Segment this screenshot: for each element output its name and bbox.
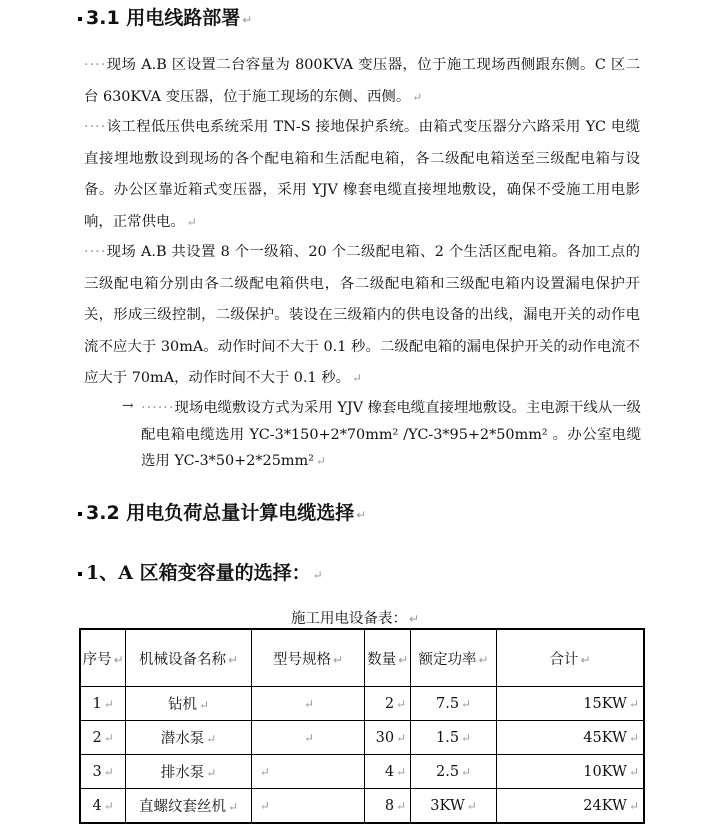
- heading-text: 1、A 区箱变容量的选择：: [86, 562, 311, 584]
- cell-quantity: 8 ↵: [365, 789, 411, 824]
- paragraph-2: [84, 112, 640, 238]
- table-row: [80, 687, 644, 721]
- indent-marks: ····: [84, 244, 107, 260]
- cell-quantity: 30 ↵: [365, 721, 411, 755]
- header-equipment-name: 机械设备名称 ↵: [126, 629, 251, 687]
- indent-marks: ····: [84, 57, 107, 73]
- heading-text: 3.1 用电线路部署: [86, 7, 241, 29]
- bullet-dot: [78, 17, 82, 21]
- cell-total: 45KW ↵: [496, 721, 644, 755]
- paragraph-mark-icon: ↵: [356, 508, 367, 522]
- paragraph-text: 现场 A.B 共设置 8 个一级箱、20 个二级配电箱、2 个生活区配电箱。各加工点的三级配电箱分别由各二级配电箱供电，各二级配电箱和三级配电箱内设置漏电保护开关，形成三级控制，二级保护。装设在三级箱内的供电设备的出线，漏电开关的动作电流不应大于 30mA。动作时间不大于 0.1 秒。二级配电箱的漏电保护开关的动作电流不应大于 70mA，动作时间不大于 0.1 秒。: [84, 244, 640, 386]
- section-heading-3-2: [78, 498, 366, 525]
- cell-total: 10KW ↵: [496, 755, 644, 789]
- cell-seq: 2 ↵: [80, 721, 126, 755]
- arrow-bullet-icon: →: [122, 398, 134, 414]
- section-heading-3-1: [78, 3, 252, 30]
- paragraph-mark-icon: ↵: [312, 568, 323, 582]
- cell-name: 潜水泵 ↵: [126, 721, 251, 755]
- paragraph-mark-icon: ↵: [242, 13, 253, 27]
- cell-model: ↵: [251, 755, 364, 789]
- bullet-paragraph: [141, 395, 641, 475]
- cell-total: 24KW ↵: [496, 789, 644, 824]
- paragraph-mark-icon: ↵: [315, 454, 326, 468]
- paragraph-text: 现场电缆敷设方式为采用 YJV 橡套电缆直接埋地敷设。主电源干线从一级配电箱电缆选用 YC-3*150+2*70mm² /YC-3*95+2*50mm² 。办公室电缆选用 YC-3*50+2*25mm²: [141, 400, 641, 469]
- bullet-dot: [78, 512, 82, 516]
- cell-total: 15KW ↵: [496, 687, 644, 721]
- subsection-heading-a-zone: [78, 558, 323, 585]
- header-total: 合计 ↵: [496, 629, 644, 687]
- header-seq: 序号 ↵: [80, 629, 126, 687]
- indent-marks: ····: [84, 119, 107, 135]
- header-rated-power: 额定功率 ↵: [411, 629, 497, 687]
- paragraph-mark-icon: ↵: [352, 371, 363, 385]
- table-row: [80, 789, 644, 824]
- equipment-table: [79, 628, 645, 824]
- table-header-row: [80, 629, 644, 687]
- paragraph-text: 该工程低压供电系统采用 TN-S 接地保护系统。由箱式变压器分六路采用 YC 电缆直接埋地敷设到现场的各个配电箱和生活配电箱，各二级配电箱送至三级配电箱与设备。办公区靠近箱式变压器，采用 YJV 橡套电缆直接埋地敷设，确保不受施工用电影响，正常供电。: [84, 119, 640, 230]
- cell-quantity: 4 ↵: [365, 755, 411, 789]
- cell-seq: 1 ↵: [80, 687, 126, 721]
- cell-power: 2.5 ↵: [411, 755, 497, 789]
- bullet-dot: [78, 572, 82, 576]
- cell-model: ↵: [251, 789, 364, 824]
- cell-name: 直螺纹套丝机 ↵: [126, 789, 251, 824]
- table-row: [80, 721, 644, 755]
- caption-text: 施工用电设备表：: [290, 611, 407, 627]
- paragraph-3: [84, 237, 640, 395]
- paragraph-mark-icon: ↵: [412, 89, 423, 104]
- table-row: [80, 755, 644, 789]
- header-quantity: 数量 ↵: [365, 629, 411, 687]
- heading-text: 3.2 用电负荷总量计算电缆选择: [86, 502, 355, 524]
- paragraph-1: [84, 50, 640, 113]
- cell-power: 1.5 ↵: [411, 721, 497, 755]
- paragraph-mark-icon: ↵: [186, 214, 197, 229]
- cell-model: ↵: [251, 687, 364, 721]
- cell-name: 钻机 ↵: [126, 687, 251, 721]
- cell-name: 排水泵 ↵: [126, 755, 251, 789]
- cell-model: ↵: [251, 721, 364, 755]
- cell-seq: 4 ↵: [80, 789, 126, 824]
- cell-power: 3KW ↵: [411, 789, 497, 824]
- table-caption: [0, 607, 710, 628]
- cell-power: 7.5 ↵: [411, 687, 497, 721]
- cell-seq: 3 ↵: [80, 755, 126, 789]
- paragraph-text: 现场 A.B 区设置二台容量为 800KVA 变压器，位于施工现场西侧跟东侧。C 区二台 630KVA 变压器，位于施工现场的东侧、西侧。: [84, 57, 640, 105]
- cell-quantity: 2 ↵: [365, 687, 411, 721]
- paragraph-mark-icon: ↵: [408, 612, 420, 626]
- indent-marks: ······: [141, 400, 175, 416]
- header-model: 型号规格 ↵: [251, 629, 364, 687]
